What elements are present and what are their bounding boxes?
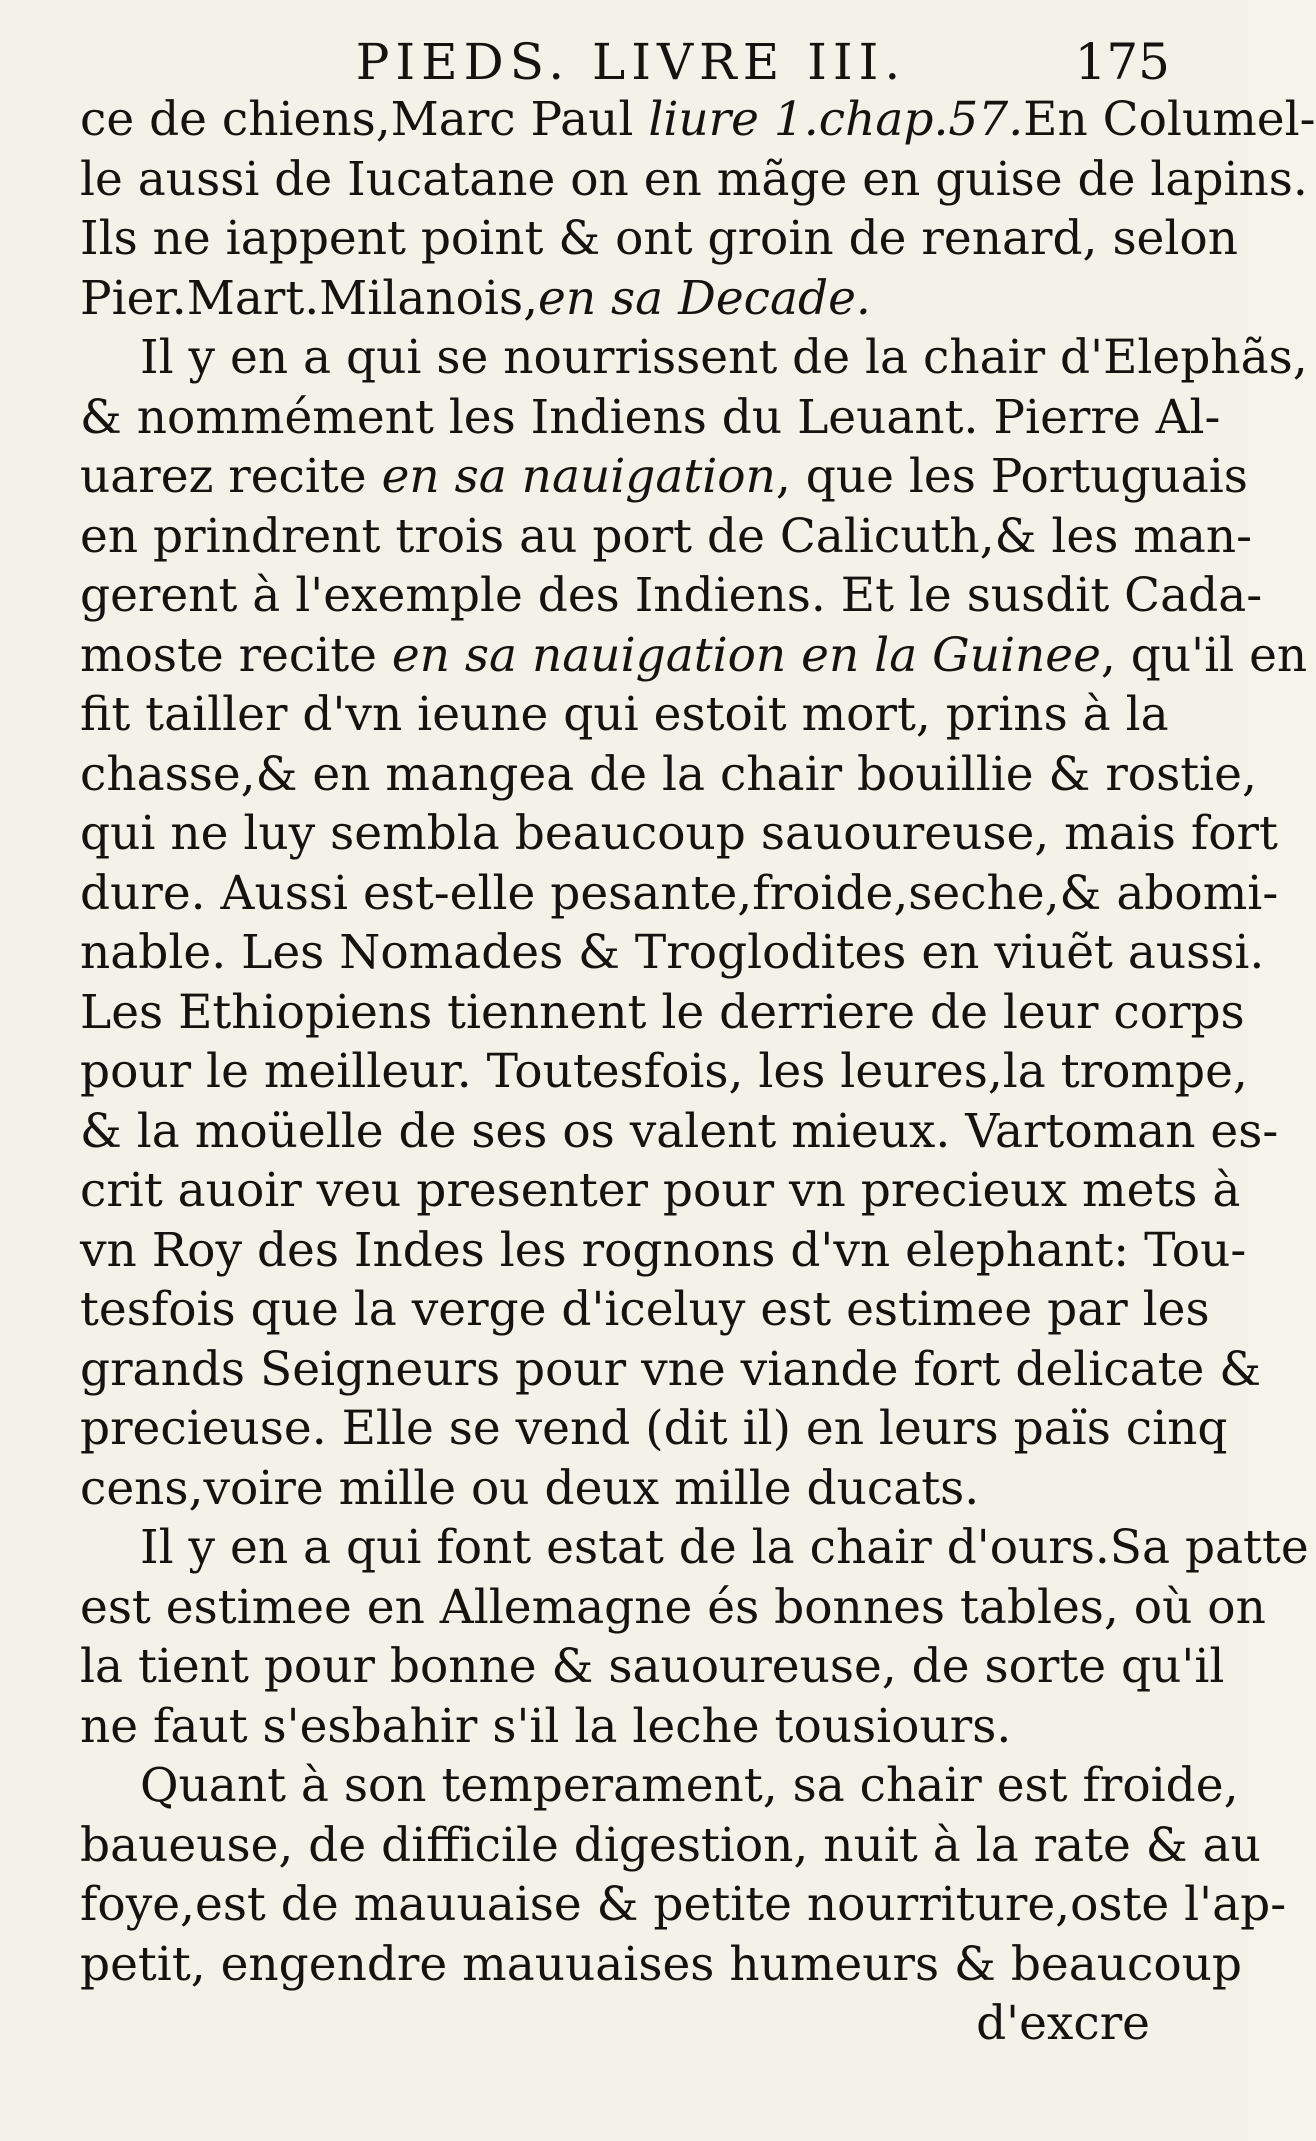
text-line: chasse,& en mangea de la chair bouillie & rostie,	[80, 746, 1257, 802]
text-line: tesfois que la verge d'iceluy est estimee par les	[80, 1282, 1210, 1337]
text-line: crit auoir veu presenter pour vn precieux mets à	[80, 1163, 1241, 1218]
text-line: Pier.Mart.Milanois,en sa Decade.	[80, 270, 871, 326]
paragraph-first-line: Il y en a qui font estat de la chair d'ours.Sa patte	[140, 1520, 1309, 1575]
text-line: nable. Les Nomades & Troglodites en viuẽt aussi.	[80, 925, 1265, 980]
text-line: foye,est de mauuaise & petite nourriture,oste l'ap-	[80, 1877, 1287, 1932]
text-line: ce de chiens,Marc Paul liure 1.chap.57.En Columel-	[80, 92, 1316, 147]
text-line: dure. Aussi est-elle pesante,froide,seche,& abomi-	[80, 865, 1279, 921]
text-line: vn Roy des Indes les rognons d'vn elephant: Tou-	[80, 1222, 1247, 1278]
text-line: la tient pour bonne & sauoureuse, de sorte qu'il	[80, 1639, 1225, 1694]
text-line: le aussi de Iucatane on en mãge en guise de lapins.	[80, 151, 1308, 207]
text-line: est estimee en Allemagne és bonnes tables, où on	[80, 1579, 1266, 1635]
text-line: en prindrent trois au port de Calicuth,& les man-	[80, 508, 1252, 564]
catchword: d'excre	[976, 1996, 1150, 2051]
text-line: grands Seigneurs pour vne viande fort delicate &	[80, 1341, 1262, 1397]
text-line: baueuse, de difficile digestion, nuit à la rate & au	[80, 1817, 1261, 1873]
text-line: gerent à l'exemple des Indiens. Et le susdit Cada-	[80, 568, 1263, 623]
text-line: Ils ne iappent point & ont groin de renard, selon	[80, 211, 1238, 266]
text-line: & la moüelle de ses os valent mieux. Vartoman es-	[80, 1103, 1279, 1159]
page-header	[84, 26, 1178, 98]
text-line: qui ne luy sembla beaucoup sauoureuse, mais fort	[80, 806, 1278, 861]
text-line: Les Ethiopiens tiennent le derriere de leur corps	[80, 984, 1245, 1040]
text-line: precieuse. Elle se vend (dit il) en leurs païs cinq	[80, 1401, 1228, 1456]
text-line: petit, engendre mauuaises humeurs & beaucoup	[80, 1936, 1242, 1992]
text-line: moste recite en sa nauigation en la Guinee, qu'il en	[80, 627, 1308, 683]
paragraph-first-line: Il y en a qui se nourrissent de la chair d'Elephãs,	[140, 330, 1308, 385]
running-title: PIEDS. LIVRE III.	[355, 33, 907, 91]
text-line: & nommément les Indiens du Leuant. Pierre Al-	[80, 389, 1221, 445]
page-number: 175	[1074, 33, 1170, 91]
text-line: uarez recite en sa nauigation, que les Portuguais	[80, 449, 1248, 504]
paragraph-first-line: Quant à son temperament, sa chair est froide,	[140, 1758, 1239, 1813]
text-line: fit tailler d'vn ieune qui estoit mort, prins à la	[80, 687, 1169, 742]
text-block	[80, 90, 1316, 2054]
text-line: pour le meilleur. Toutesfois, les leures,la trompe,	[80, 1044, 1248, 1099]
text-line: cens,voire mille ou deux mille ducats.	[80, 1460, 980, 1516]
text-line: ne faut s'esbahir s'il la leche tousiours.	[80, 1698, 1012, 1754]
